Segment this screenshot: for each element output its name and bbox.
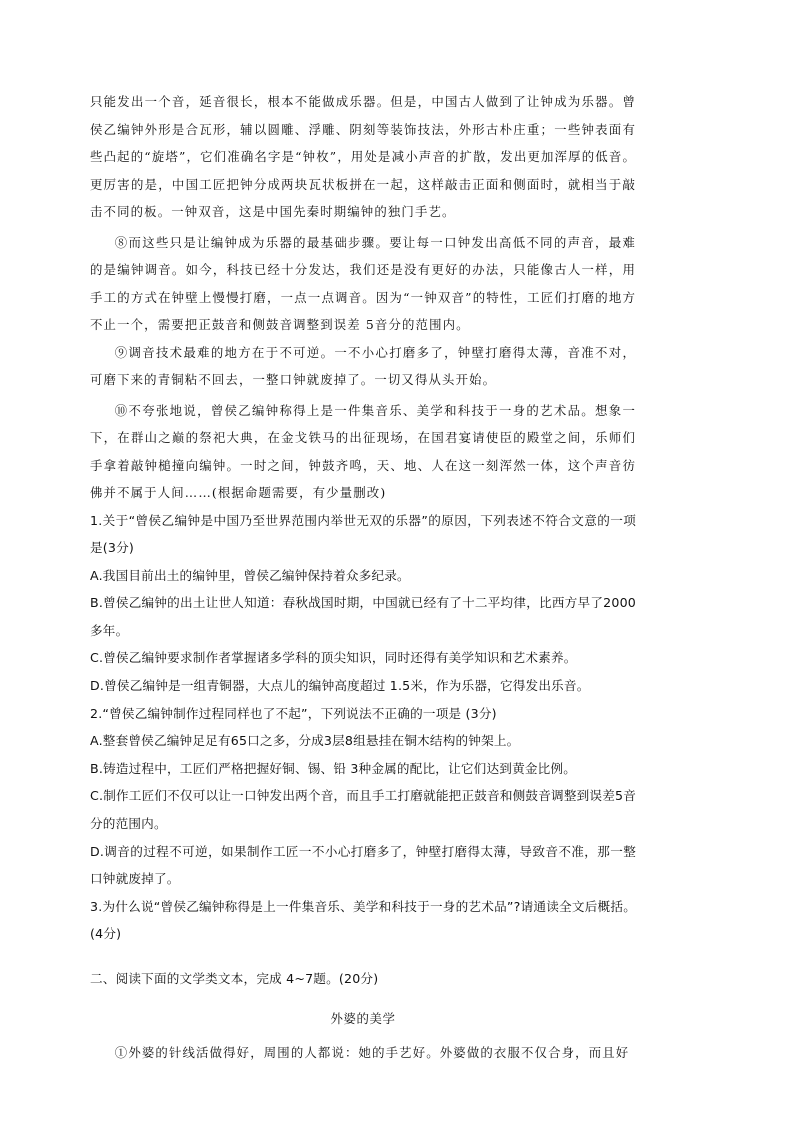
question-2-option-a: A.整套曾侯乙编钟足足有65口之多，分成3层8组悬挂在铜木结构的钟架上。 — [90, 733, 520, 749]
article-paragraph-10: ⑩不夸张地说，曾侯乙编钟称得上是一件集音乐、美学和科技于一身的艺术品。想象一下，在群山之巅的祭祀大典，在金戈铁马的出征现场，在国君宴请使臣的殿堂之间，乐师们手拿着敲钟槌撞向编钟。一时之间，钟鼓齐鸣，天、地、人在这一刻浑然一体，这个声音彷佛并不属于人间……(根据命题需要，有少量删改) — [90, 402, 636, 500]
question-2-stem: 2.“曾侯乙编钟制作过程同样也了不起”，下列说法不正确的一项是 (3分) — [90, 705, 497, 721]
article-paragraph-8: ⑧而这些只是让编钟成为乐器的最基础步骤。要让每一口钟发出高低不同的声音，最难的是编钟调音。如今，科技已经十分发达，我们还是没有更好的办法，只能像古人一样，用手工的方式在钟壁上慢慢打磨，一点一点调音。因为“一钟双音”的特性，工匠们打磨的地方不止一个，需要把正鼓音和侧鼓音调整到误差 5音分的范围内。 — [90, 234, 636, 332]
question-2-option-c: C.制作工匠们不仅可以让一口钟发出两个音，而且手工打磨就能把正鼓音和侧鼓音调整到误差5音分的范围内。 — [90, 788, 636, 832]
question-1-stem: 1.关于“曾侯乙编钟是中国乃至世界范围内举世无双的乐器”的原因，下列表述不符合文意的一项是(3分) — [90, 512, 636, 556]
article-paragraph-9: ⑨调音技术最难的地方在于不可逆。一不小心打磨多了，钟壁打磨得太薄，音准不对，可磨下来的青铜粘不回去，一整口钟就废掉了。一切又得从头开始。 — [90, 344, 636, 387]
article-paragraph-continued: 只能发出一个音，延音很长，根本不能做成乐器。但是，中国古人做到了让钟成为乐器。曾侯乙编钟外形是合瓦形，辅以圆雕、浮雕、阴刻等装饰技法，外形古朴庄重；一些钟表面有些凸起的“旋塔”，它们准确名字是“钟枚”，用处是减小声音的扩散，发出更加浑厚的低音。更厉害的是，中国工匠把钟分成两块瓦状板拼在一起，这样敲击正面和侧面时，就相当于敲击不同的板。一钟双音，这是中国先秦时期编钟的独门手艺。 — [90, 94, 636, 219]
question-3-stem: 3.为什么说“曾侯乙编钟称得是上一件集音乐、美学和科技于一身的艺术品”?请通读全文后概括。(4分) — [90, 898, 636, 942]
section-2-heading: 二、阅读下面的文学类文本，完成 4~7题。(20分) — [90, 971, 379, 986]
question-1-option-a: A.我国目前出土的编钟里，曾侯乙编钟保持着众多纪录。 — [90, 567, 410, 583]
question-2-option-b: B.铸造过程中，工匠们严格把握好铜、锡、铅 3种金属的配比，让它们达到黄金比例。 — [90, 760, 577, 776]
question-1-option-d: D.曾侯乙编钟是一组青铜器，大点儿的编钟高度超过 1.5米，作为乐器，它得发出乐音。 — [90, 678, 590, 694]
document-page — [90, 88, 636, 1067]
section-2-paragraph-1: ①外婆的针线活做得好，周围的人都说：她的手艺好。外婆做的衣服不仅合身，而且好 — [114, 1045, 630, 1060]
section-2-title: 外婆的美学 — [330, 1011, 396, 1026]
question-2-option-d: D.调音的过程不可逆，如果制作工匠一不小心打磨多了，钟壁打磨得太薄，导致音不准，那一整口钟就废掉了。 — [90, 843, 636, 887]
question-1-option-c: C.曾侯乙编钟要求制作者掌握诸多学科的顶尖知识，同时还得有美学知识和艺术素养。 — [90, 650, 577, 666]
question-1-option-b: B.曾侯乙编钟的出土让世人知道：春秋战国时期，中国就已经有了十二平均律，比西方早了2000多年。 — [90, 595, 636, 638]
